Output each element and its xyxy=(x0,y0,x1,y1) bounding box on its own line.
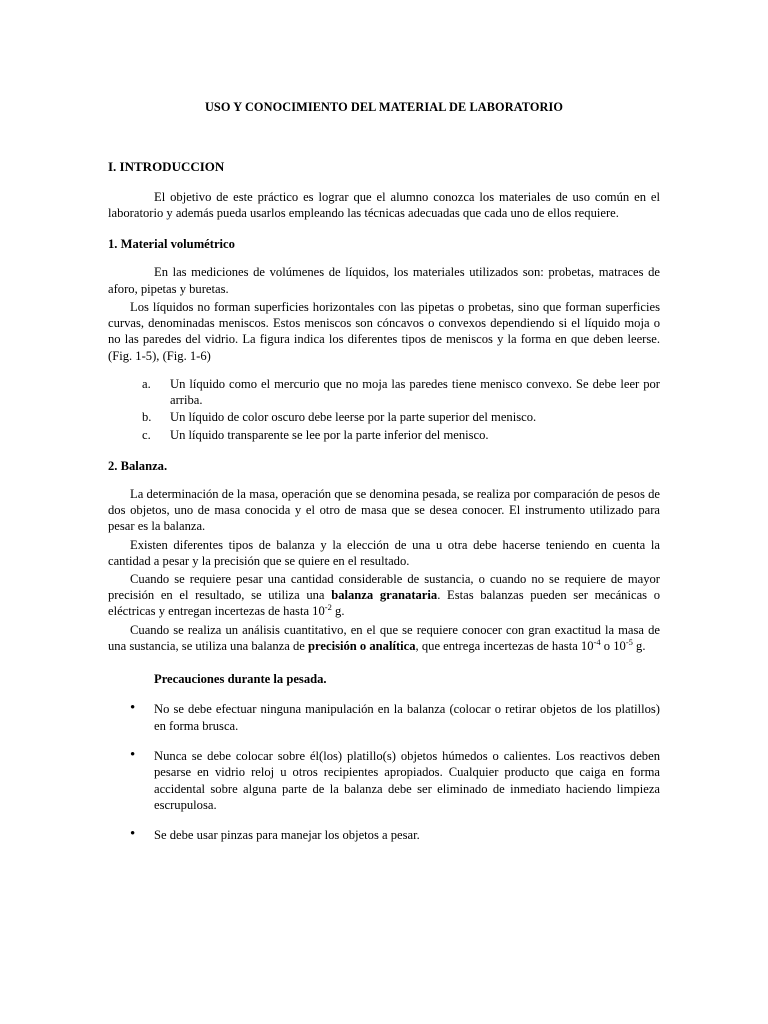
subsection-heading-balanza: 2. Balanza. xyxy=(108,458,168,473)
exponent-minus-4: -4 xyxy=(593,636,601,647)
page-title: USO Y CONOCIMIENTO DEL MATERIAL DE LABORATORIO xyxy=(204,100,564,114)
bullet-icon: • xyxy=(130,700,136,717)
material-volumetrico-paragraph-1: En las mediciones de volúmenes de líquidos, los materiales utilizados son: probetas, matraces de aforo, pipetas y buretas. xyxy=(108,265,660,296)
list-item xyxy=(130,700,660,734)
bullet-icon: • xyxy=(130,746,136,763)
list-item xyxy=(130,746,660,813)
list-item xyxy=(142,409,660,425)
list-marker: b. xyxy=(142,410,152,425)
balanza-paragraph-4-mid: o 10 xyxy=(600,638,626,653)
balanza-paragraph-4 xyxy=(108,622,660,654)
precauciones-list xyxy=(108,701,660,844)
list-item xyxy=(130,826,660,843)
balanza-paragraph-4-part-a: Cuando se realiza un análisis cuantitativo, en el que se requiere conocer con gran exactitud la masa de una sustancia, se utiliza una balanza de xyxy=(108,622,660,653)
list-item xyxy=(142,427,660,443)
term-balanza-granataria: balanza granataria xyxy=(331,588,438,603)
bullet-icon: • xyxy=(130,826,136,843)
balanza-paragraph-3-part-a: Cuando se requiere pesar una cantidad considerable de sustancia, o cuando no se requiere de mayor precisión en el resultado, se utiliza una xyxy=(108,571,660,603)
list-item-text: Un líquido como el mercurio que no moja las paredes tiene menisco convexo. Se debe leer por arriba. xyxy=(170,376,660,408)
balanza-paragraph-4-part-c: g. xyxy=(632,638,646,653)
list-item-text: Un líquido de color oscuro debe leerse por la parte superior del menisco. xyxy=(170,410,537,425)
precauciones-heading: Precauciones durante la pesada. xyxy=(154,672,327,687)
list-item-text: Un líquido transparente se lee por la parte inferior del menisco. xyxy=(170,427,489,442)
list-marker: a. xyxy=(142,376,151,391)
exponent-minus-5: -5 xyxy=(625,636,633,647)
list-marker: c. xyxy=(142,427,151,442)
subsection-heading-material-volumetrico: 1. Material volumétrico xyxy=(108,237,235,252)
list-item-text: No se debe efectuar ninguna manipulación en la balanza (colocar o retirar objetos de los platillos) en forma brusca. xyxy=(154,702,660,733)
balanza-paragraph-4-part-b: , que entrega incertezas de hasta 10 xyxy=(415,638,594,653)
list-item-text: Se debe usar pinzas para manejar los objetos a pesar. xyxy=(154,828,420,843)
exponent-minus-2: -2 xyxy=(324,602,332,613)
intro-paragraph: El objetivo de este práctico es lograr que el alumno conozca los materiales de uso común en el laboratorio y además pueda usarlos empleando las técnicas adecuadas que cada uno de ellos requiere. xyxy=(108,190,660,221)
list-item-text: Nunca se debe colocar sobre él(los) platillo(s) objetos húmedos o calientes. Los reactivos deben pesarse en vidrio reloj u otros recipientes apropiados. Cualquier producto que caiga en forma accidental sobre alguna parte de la balanza debe ser eliminado de inmediato haciendo limpieza escrupulosa. xyxy=(154,748,660,812)
material-volumetrico-paragraph-2: Los líquidos no forman superficies horizontales con las pipetas o probetas, sino que forman superficies curvas, denominadas meniscos. Estos meniscos son cóncavos o convexos dependiendo si el líquido moja o no las paredes del vidrio. La figura indica los diferentes tipos de meniscos y la forma en que deben leerse. (Fig. 1-5), (Fig. 1-6) xyxy=(108,299,660,363)
balanza-paragraph-1: La determinación de la masa, operación que se denomina pesada, se realiza por comparación de pesos de dos objetos, uno de masa conocida y el otro de masa que se desea conocer. El instrumento utilizado para pesar es la balanza. xyxy=(108,486,660,534)
balanza-paragraph-2: Existen diferentes tipos de balanza y la elección de una u otra debe hacerse teniendo en cuenta la cantidad a pesar y la precisión que se quiere en el resultado. xyxy=(108,537,660,568)
balanza-paragraph-3-part-c: g. xyxy=(331,604,345,619)
balanza-paragraph-3 xyxy=(108,571,660,620)
term-precision-analitica: precisión o analítica xyxy=(308,638,416,653)
list-item xyxy=(142,376,660,408)
balanza-paragraph-3-part-b: . Estas balanzas pueden ser mecánicas o eléctricas y entregan incertezas de hasta 10 xyxy=(108,588,661,619)
section-heading-introduccion: I. INTRODUCCION xyxy=(108,159,225,174)
menisco-list xyxy=(108,376,660,443)
